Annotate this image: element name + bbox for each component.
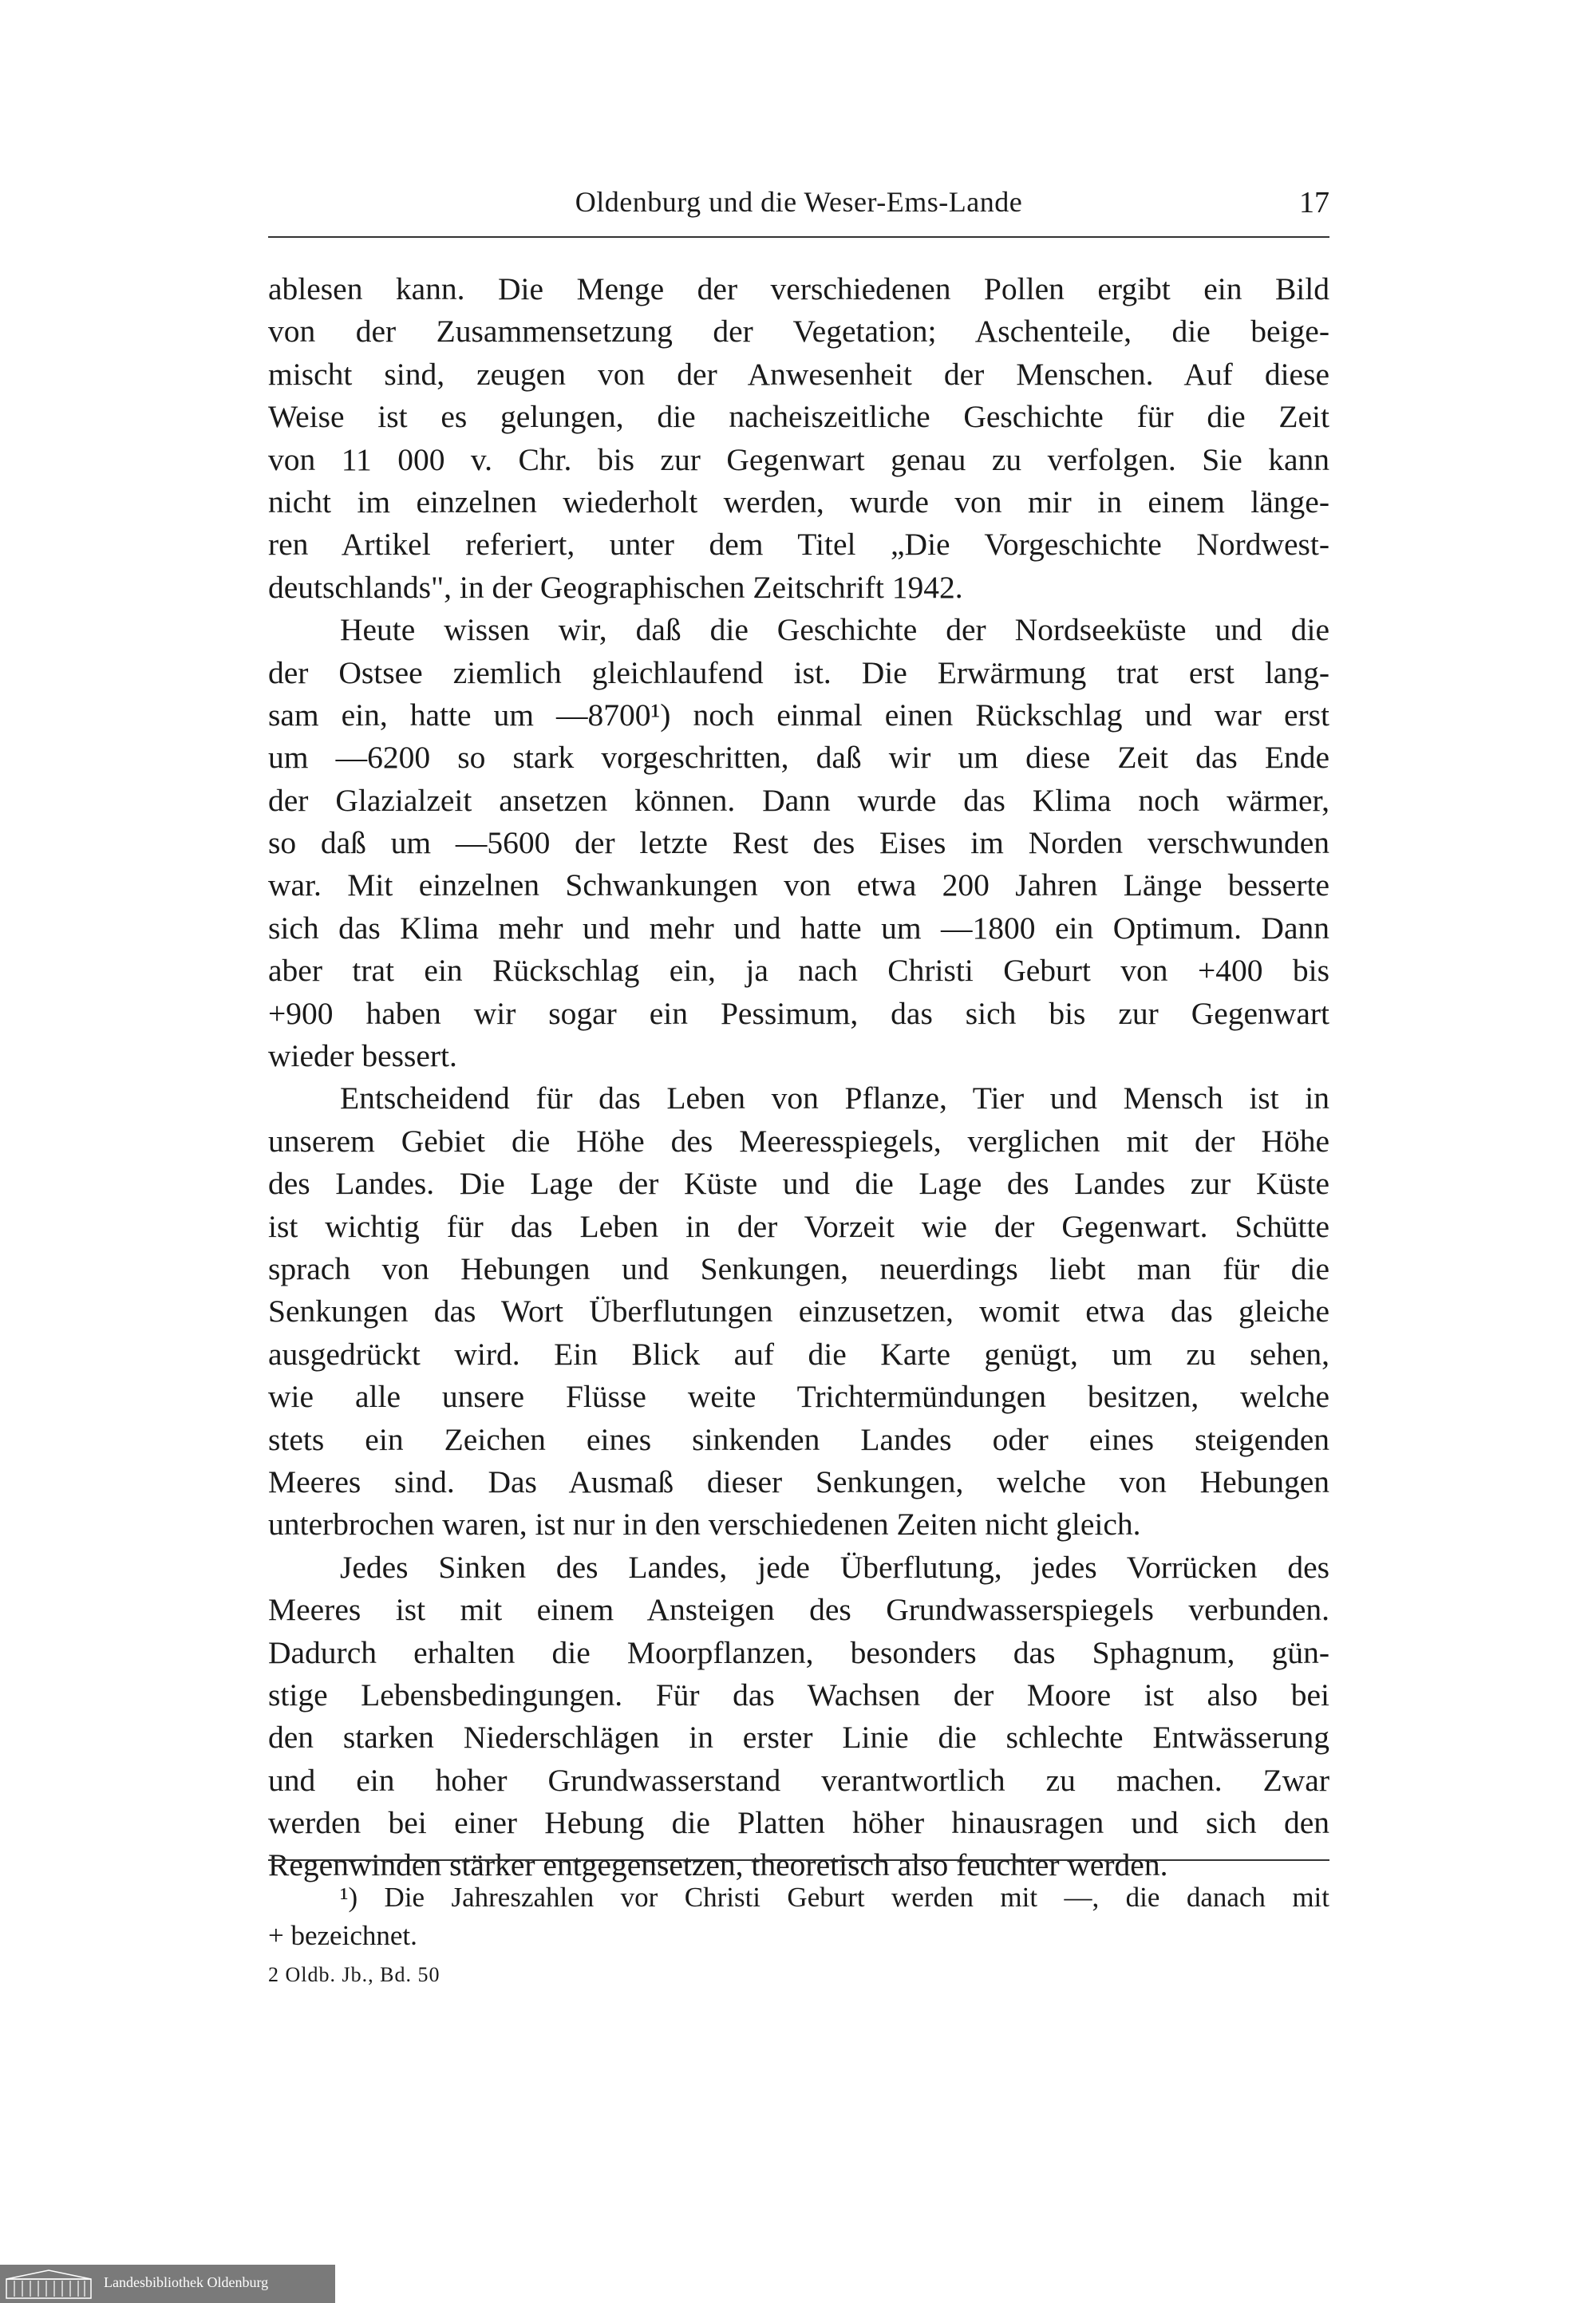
text-line: Meeres sind. Das Ausmaß dieser Senkungen, welche von Hebungen <box>268 1464 1329 1499</box>
running-title: Oldenburg und die Weser-Ems-Lande <box>575 186 1023 218</box>
text-line: Weise ist es gelungen, die nacheiszeitliche Geschichte für die Zeit <box>268 399 1329 435</box>
text-line: Senkungen das Wort Überflutungen einzusetzen, womit etwa das gleiche <box>268 1294 1329 1329</box>
paragraph <box>268 268 1329 609</box>
text-line: von der Zusammensetzung der Vegetation; Aschenteile, die beige- <box>268 314 1329 350</box>
text-line: nicht im einzelnen wiederholt werden, wurde von mir in einem länge- <box>268 484 1329 519</box>
text-line: ablesen kann. Die Menge der verschiedenen Pollen ergibt ein Bild <box>268 271 1329 306</box>
text-line: war. Mit einzelnen Schwankungen von etwa 200 Jahren Länge besserte <box>268 867 1329 903</box>
library-building-icon <box>5 2268 93 2300</box>
paragraph <box>268 1077 1329 1546</box>
footnote-rule <box>268 1859 1329 1861</box>
library-watermark-bar <box>0 2265 335 2303</box>
text-line: Meeres ist mit einem Ansteigen des Grundwasserspiegels verbunden. <box>268 1592 1329 1628</box>
body-text <box>268 268 1329 1887</box>
text-line: Jedes Sinken des Landes, jede Überflutung, jedes Vorrücken des <box>340 1549 1329 1585</box>
page-number: 17 <box>1299 186 1329 219</box>
text-line: Heute wissen wir, daß die Geschichte der Nordseeküste und die <box>340 612 1329 648</box>
text-line: Dadurch erhalten die Moorpflanzen, besonders das Sphagnum, gün- <box>268 1634 1329 1670</box>
paragraph <box>268 1547 1329 1887</box>
text-line: unterbrochen waren, ist nur in den verschiedenen Zeiten nicht gleich. <box>268 1507 1141 1543</box>
text-line: der Glazialzeit ansetzen können. Dann wurde das Klima noch wärmer, <box>268 782 1329 818</box>
text-line: aber trat ein Rückschlag ein, ja nach Christi Geburt von +400 bis <box>268 953 1329 989</box>
text-line: um —6200 so stark vorgeschritten, daß wir um diese Zeit das Ende <box>268 740 1329 776</box>
text-line: wie alle unsere Flüsse weite Trichtermündungen besitzen, welche <box>268 1379 1329 1415</box>
text-line: deutschlands", in der Geographischen Zeitschrift 1942. <box>268 569 963 605</box>
text-line: ausgedrückt wird. Ein Blick auf die Karte genügt, um zu sehen, <box>268 1336 1329 1372</box>
text-line: und ein hoher Grundwasserstand verantwortlich zu machen. Zwar <box>268 1762 1329 1798</box>
text-line: werden bei einer Hebung die Platten höher hinausragen und sich den <box>268 1805 1329 1841</box>
running-header <box>268 185 1329 233</box>
text-line: +900 haben wir sogar ein Pessimum, das sich bis zur Gegenwart <box>268 995 1329 1031</box>
footnote-line: + bezeichnet. <box>268 1920 417 1951</box>
text-line: der Ostsee ziemlich gleichlaufend ist. Die Erwärmung trat erst lang- <box>268 654 1329 690</box>
text-line: so daß um —5600 der letzte Rest des Eises im Norden verschwunden <box>268 825 1329 861</box>
signature-mark: 2 Oldb. Jb., Bd. 50 <box>268 1963 440 1986</box>
paragraph <box>268 609 1329 1077</box>
library-label: Landesbibliothek Oldenburg <box>104 2274 269 2290</box>
text-line: sprach von Hebungen und Senkungen, neuerdings liebt man für die <box>268 1250 1329 1286</box>
text-line: wieder bessert. <box>268 1038 457 1074</box>
footnote <box>268 1878 1329 1955</box>
text-line: Entscheidend für das Leben von Pflanze, Tier und Mensch ist in <box>340 1080 1329 1116</box>
header-rule <box>268 236 1329 238</box>
text-line: des Landes. Die Lage der Küste und die Lage des Landes zur Küste <box>268 1166 1329 1202</box>
text-line: von 11 000 v. Chr. bis zur Gegenwart genau zu verfolgen. Sie kann <box>268 441 1329 477</box>
text-line: sam ein, hatte um —8700¹) noch einmal einen Rückschlag und war erst <box>268 697 1329 733</box>
text-line: ist wichtig für das Leben in der Vorzeit wie der Gegenwart. Schütte <box>268 1208 1329 1244</box>
text-line: unserem Gebiet die Höhe des Meeresspiegels, verglichen mit der Höhe <box>268 1123 1329 1159</box>
text-line: den starken Niederschlägen in erster Linie die schlechte Entwässerung <box>268 1720 1329 1756</box>
text-line: stige Lebensbedingungen. Für das Wachsen der Moore ist also bei <box>268 1677 1329 1712</box>
text-line: Regenwinden stärker entgegensetzen, theoretisch also feuchter werden. <box>268 1847 1168 1883</box>
text-line: ren Artikel referiert, unter dem Titel „Die Vorgeschichte Nordwest- <box>268 527 1329 563</box>
footnote-line: ¹) Die Jahreszahlen vor Christi Geburt werden mit —, die danach mit <box>340 1882 1329 1913</box>
text-line: mischt sind, zeugen von der Anwesenheit der Menschen. Auf diese <box>268 356 1329 392</box>
text-line: sich das Klima mehr und mehr und hatte um —1800 ein Optimum. Dann <box>268 910 1329 946</box>
text-line: stets ein Zeichen eines sinkenden Landes oder eines steigenden <box>268 1421 1329 1457</box>
